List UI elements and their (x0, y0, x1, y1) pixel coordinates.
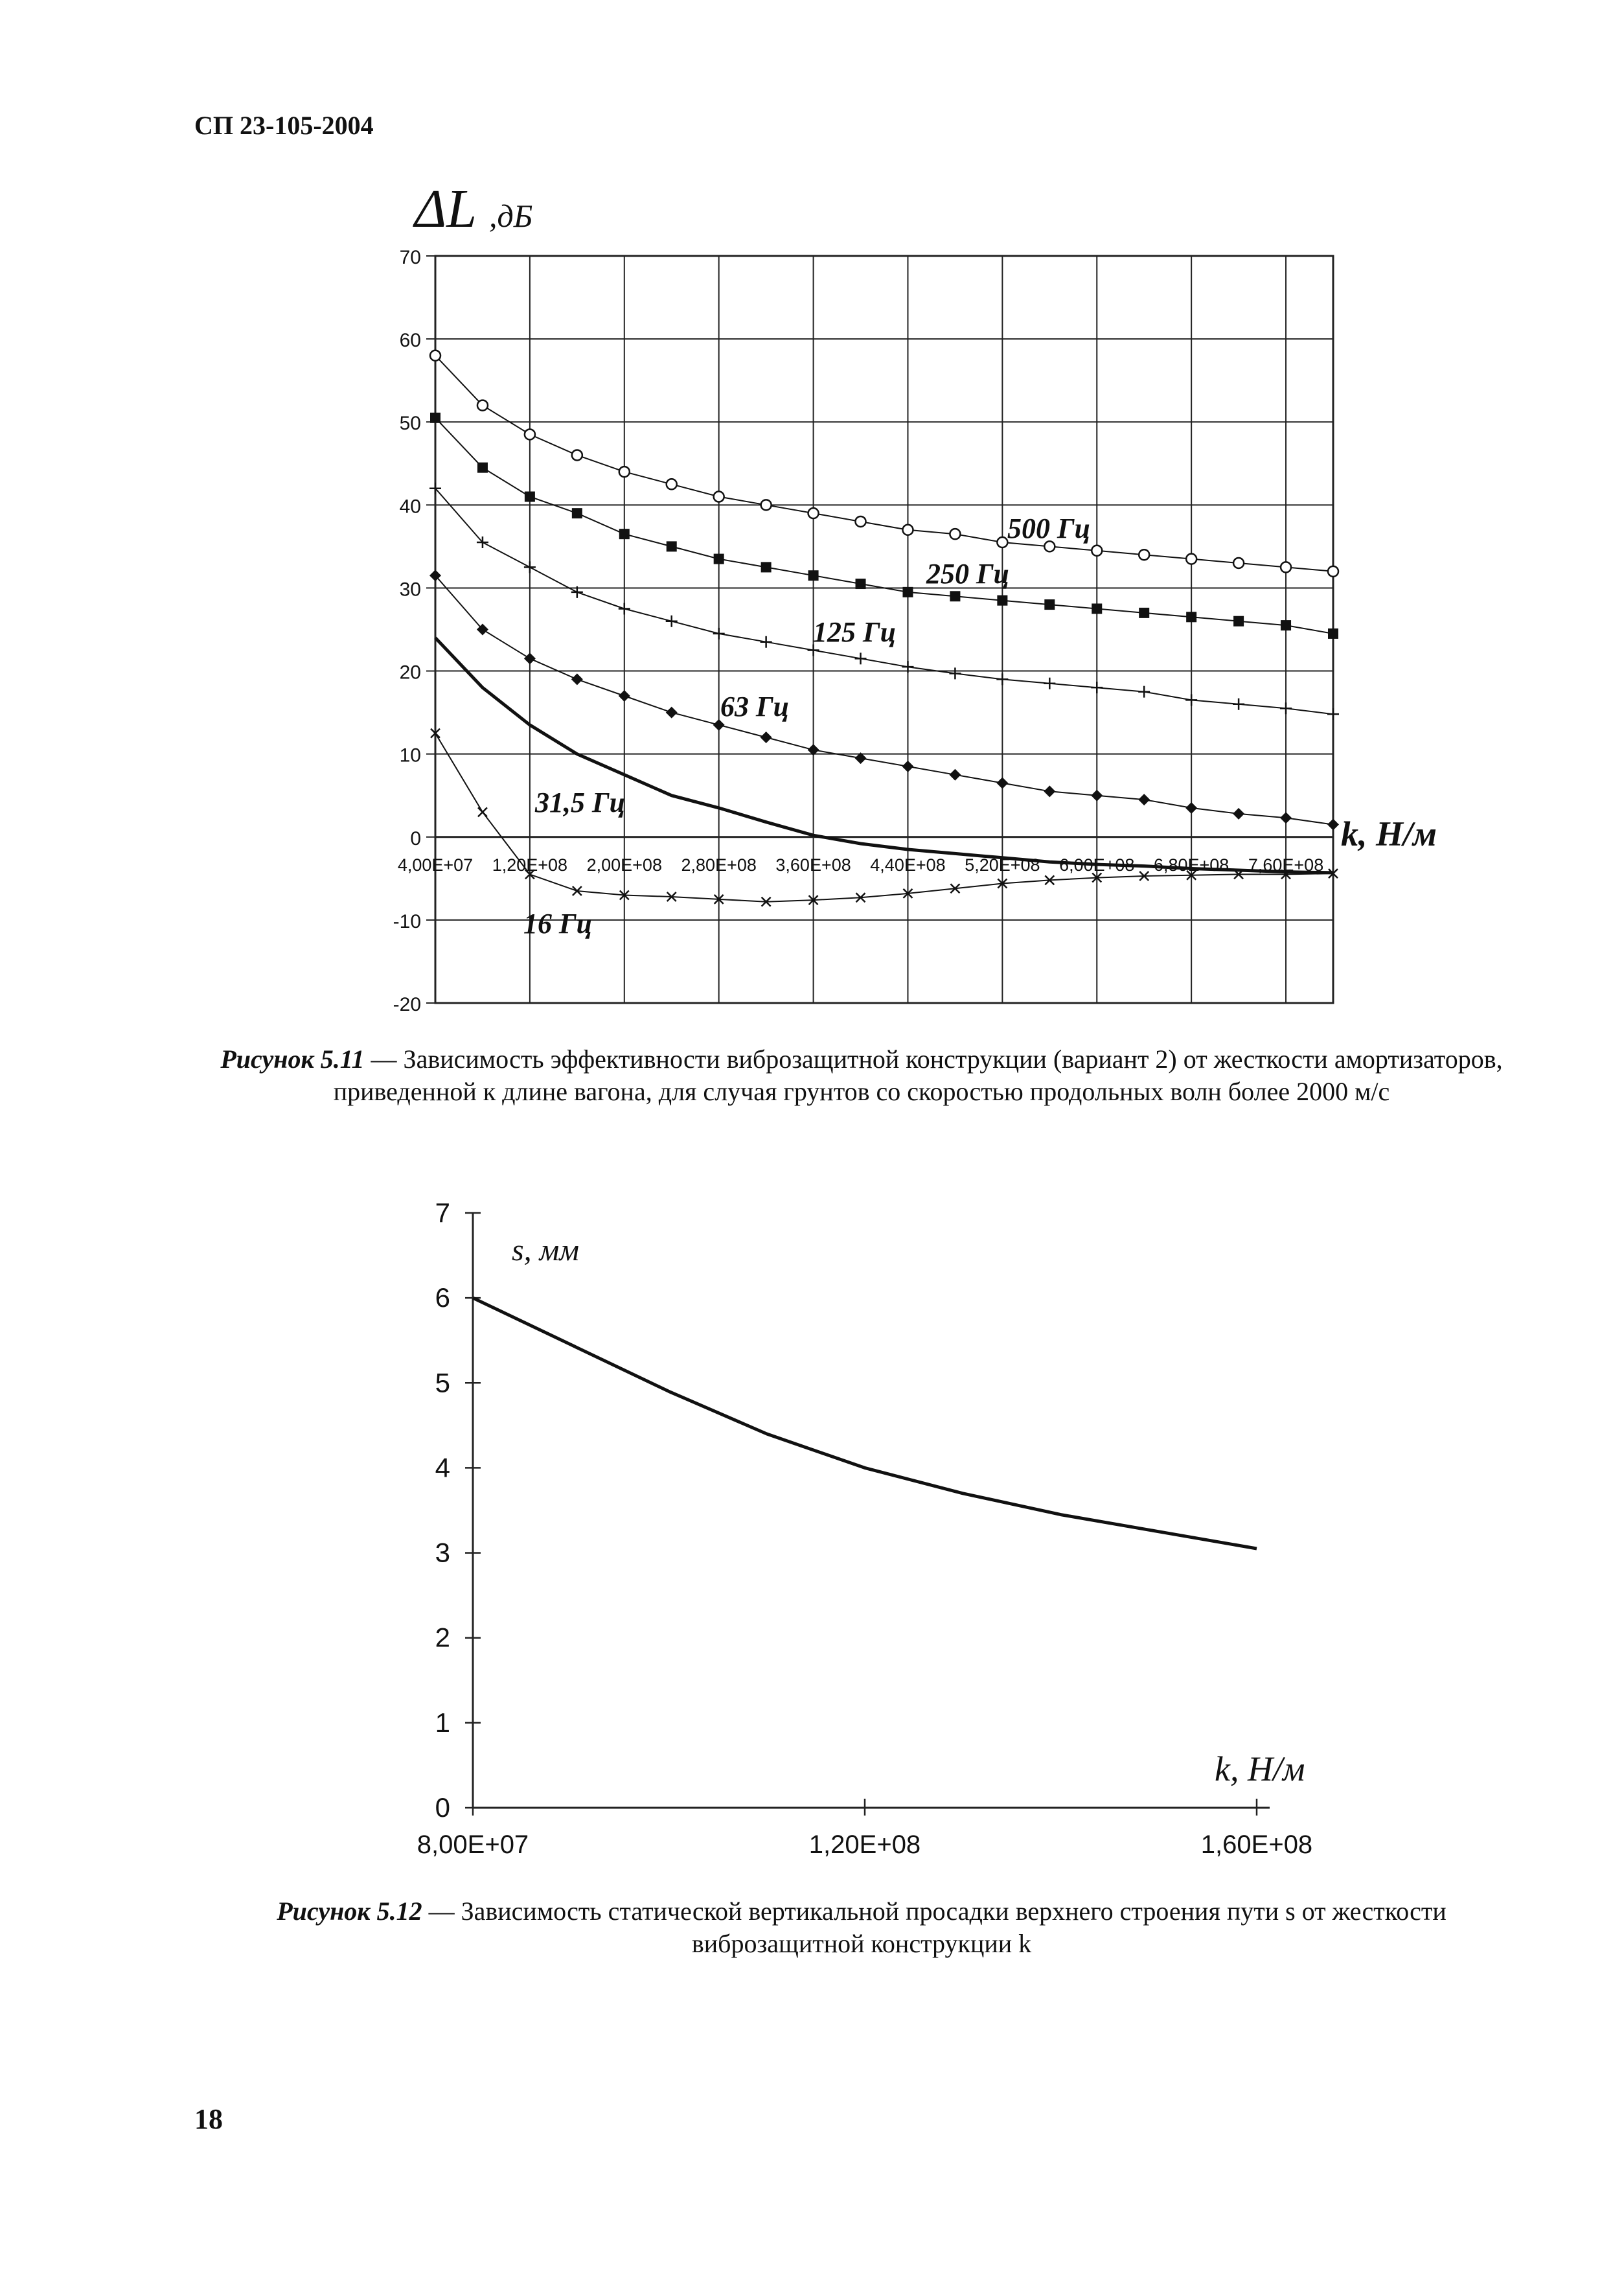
chart2-series (473, 1298, 1257, 1549)
page-number: 18 (194, 2103, 223, 2135)
chart1-xtick-label: 4,40E+08 (870, 855, 946, 875)
chart2-ytick-label: 3 (435, 1537, 450, 1568)
chart1-ytick-label: 50 (399, 413, 421, 435)
chart2-ytick-label: 2 (435, 1622, 450, 1653)
chart2-xlabel: k, Н/м (1215, 1749, 1305, 1788)
chart1-ytick-label: 70 (399, 247, 421, 268)
chart1-xtick-label: 5,20E+08 (965, 855, 1040, 875)
figure-2-caption-text: — Зависимость статической вертикальной просадки верхнего строения пути s от жесткости виброзащитной конструкции k (422, 1897, 1447, 1958)
chart2-ytick-label: 7 (435, 1197, 450, 1228)
chart2-series-line (473, 1298, 1257, 1549)
chart1-ylabel-unit: ,дБ (489, 198, 533, 234)
series-label-63-гц: 63 Гц (720, 691, 790, 722)
chart1-ytick-label: -20 (393, 994, 421, 1015)
chart1-ytick-label: 20 (399, 662, 421, 684)
figure-1-caption-label: Рисунок 5.11 (220, 1044, 365, 1074)
chart1-ytick-label: 40 (399, 496, 421, 518)
series-label-250-гц: 250 Гц (926, 558, 1010, 590)
chart2-ytick-label: 0 (435, 1792, 450, 1823)
chart2-ytick-label: 5 (435, 1367, 450, 1398)
chart2-ytick-label: 4 (435, 1452, 450, 1483)
chart2-ylabel: s, мм (512, 1233, 579, 1267)
chart1-xtick-label: 6,80E+08 (1153, 855, 1229, 875)
chart2-ytick-label: 6 (435, 1282, 450, 1313)
series-label-125-гц: 125 Гц (813, 616, 897, 648)
document-header: СП 23-105-2004 (194, 111, 374, 140)
chart1-xlabel: k, Н/м (1341, 814, 1437, 853)
chart1-xtick-label: 4,00E+07 (397, 855, 474, 875)
chart1-xtick-label: 3,60E+08 (775, 855, 851, 875)
chart2-xtick-label: 8,00E+07 (417, 1830, 529, 1859)
chart2-ytick-label: 1 (435, 1707, 450, 1738)
chart1-xtick-label: 7,60E+08 (1248, 855, 1324, 875)
series-label-16-гц: 16 Гц (523, 908, 593, 940)
chart1-xtick-label: 2,80E+08 (681, 855, 757, 875)
chart2-xtick-label: 1,20E+08 (808, 1830, 921, 1859)
chart1-ylabel-symbol: ΔL (415, 179, 477, 239)
figure-2-caption (194, 1895, 1529, 1960)
chart2-xtick-label: 1,60E+08 (1200, 1830, 1313, 1859)
figure-1-caption-text: — Зависимость эффективности виброзащитной конструкции (вариант 2) от жесткости амортизаторов, приведенной к длине вагона, для случая грунтов со скоростью продольных волн более 2000 м/с (333, 1044, 1503, 1106)
chart1-ytick-label: -10 (393, 910, 421, 932)
chart1-ytick-label: 60 (399, 330, 421, 352)
figure-2-caption-label: Рисунок 5.12 (277, 1897, 422, 1926)
series-label-31-5-гц: 31,5 Гц (535, 787, 626, 818)
chart1-xtick-label: 6,00E+08 (1059, 855, 1135, 875)
chart1-ytick-label: 30 (399, 579, 421, 601)
chart2-axes (465, 1213, 1270, 1816)
series-label-500-гц: 500 Гц (1007, 513, 1091, 544)
chart1-xtick-label: 1,20E+08 (492, 855, 568, 875)
chart1-ytick-label: 0 (410, 827, 421, 849)
chart1-ytick-label: 10 (399, 744, 421, 767)
chart2-labels (417, 1197, 1312, 1859)
chart1-xtick-label: 2,00E+08 (586, 855, 662, 875)
